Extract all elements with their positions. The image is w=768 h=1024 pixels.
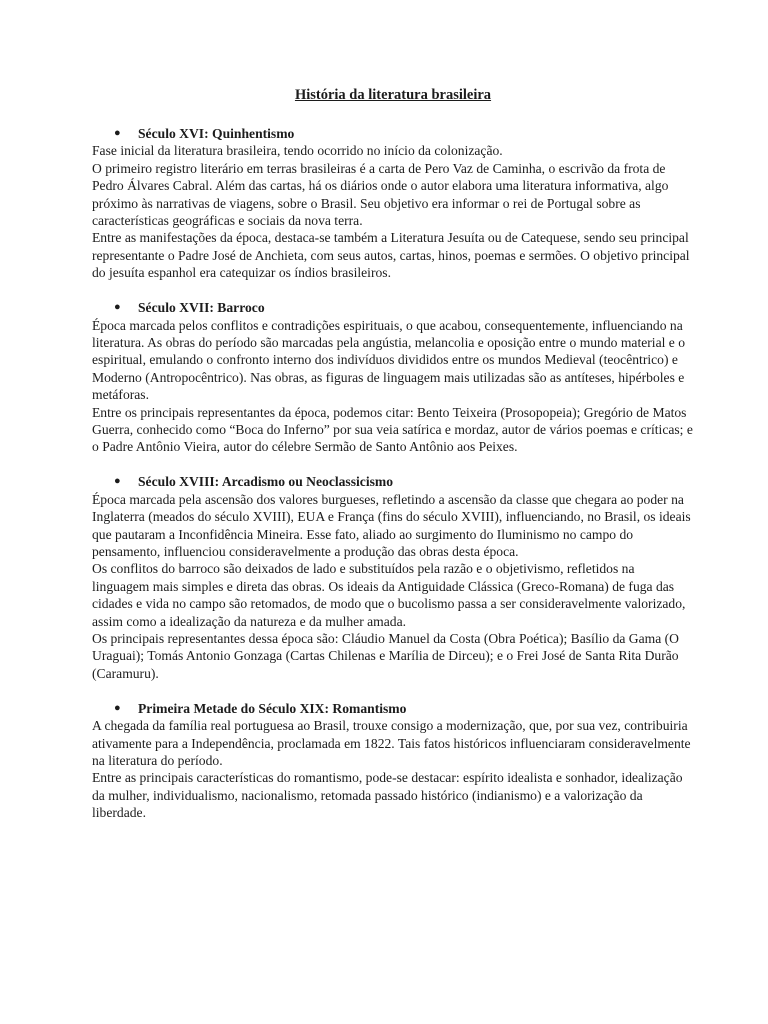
paragraph: Época marcada pelos conflitos e contradições espirituais, o que acabou, consequentemente, influenciando na literatura. As obras do período são marcadas pela angústia, melancolia e oposição entre o mundo material e o espiritual, emulando o confronto interno dos indivíduos divididos entre os mundos Medieval (teocêntrico) e Moderno (Antropocêntrico). Nas obras, as figuras de linguagem mais utilizadas são as antíteses, hipérboles e metáforas. <box>92 317 686 403</box>
bullet-icon: ● <box>114 127 121 139</box>
section-heading <box>92 125 694 142</box>
section-heading-text: Século XVIII: Arcadismo ou Neoclassicismo <box>138 474 394 490</box>
bullet-icon: ● <box>114 301 121 314</box>
paragraph: O primeiro registro literário em terras brasileiras é a carta de Pero Vaz de Caminha, o escrivão da frota de Pedro Álvares Cabral. Além das cartas, há os diários onde o autor elabora uma literatura informativa, algo próximo às narrativas de viagens, sobre o Brasil. Seu objetivo era informar o rei de Portugal sobre as características geográficas e sociais da nova terra. <box>92 160 669 229</box>
paragraph: A chegada da família real portuguesa ao Brasil, trouxe consigo a modernização, que, por sua vez, contribuiria ativamente para a Independência, proclamada em 1822. Tais fatos históricos influenciaram consideravelmente na literatura do período. <box>92 718 691 768</box>
section-heading <box>92 700 694 717</box>
paragraph: Entre as manifestações da época, destaca-se também a Literatura Jesuíta ou de Catequese, sendo seu principal representante o Padre José de Anchieta, com seus autos, cartas, hinos, poemas e sermões. O objetivo principal do jesuíta espanhol era catequizar os índios brasileiros. <box>92 230 690 281</box>
paragraph: Entre os principais representantes da época, podemos citar: Bento Teixeira (Prosopopeia); Gregório de Matos Guerra, conhecido como “Boca do Inferno” por sua veia satírica e mordaz, autor de vários poemas e críticas; e o Padre Antônio Vieira, autor do célebre Sermão de Santo Antônio aos Peixes. <box>92 404 693 455</box>
paragraph: Os principais representantes dessa época são: Cláudio Manuel da Costa (Obra Poética); Basílio da Gama (O Uraguai); Tomás Antonio Gonzaga (Cartas Chilenas e Marília de Dirceu); e o Frei José de Santa Rita Durão (Caramuru). <box>92 630 680 681</box>
paragraph: Época marcada pela ascensão dos valores burgueses, refletindo a ascensão da classe que chegara ao poder na Inglaterra (meados do século XVIII), EUA e França (fins do século XVIII), influenciando, no Brasil, os ideais que pautaram a Inconfidência Mineira. Esse fato, aliado ao surgimento do Iluminismo no campo do pensamento, influenciou consideravelmente a produção das obras desta época. <box>92 491 691 559</box>
bullet-icon: ● <box>114 475 121 488</box>
paragraph: Entre as principais características do romantismo, pode-se destacar: espírito idealista e sonhador, idealização da mulher, individualismo, nacionalismo, retomada passado histórico (indianismo) e a valorização da liberdade. <box>92 770 683 821</box>
section-heading-text: Primeira Metade do Século XIX: Romantismo <box>138 700 407 716</box>
paragraph: Fase inicial da literatura brasileira, tendo ocorrido no início da colonização. <box>92 143 503 159</box>
section-barroco <box>92 299 694 456</box>
paragraph: Os conflitos do barroco são deixados de lado e substituídos pela razão e o objetivismo, refletidos na linguagem mais simples e direta das obras. Os ideais da Antiguidade Clássica (Greco-Romana) de fuga das cidades e vida no campo são retomados, de modo que o bucolismo passa a ser consideravelmente valorizado, assim como a idealização da natureza e da mulher amada. <box>92 561 686 629</box>
section-heading <box>92 299 694 316</box>
section-quinhentismo <box>92 125 694 282</box>
section-heading <box>92 473 694 490</box>
section-arcadismo <box>92 473 694 682</box>
document-title: História da literatura brasileira <box>294 87 492 103</box>
section-heading-text: Século XVII: Barroco <box>138 300 265 316</box>
section-heading-text: Século XVI: Quinhentismo <box>138 126 295 141</box>
section-romantismo <box>92 700 694 822</box>
bullet-icon: ● <box>114 701 121 714</box>
